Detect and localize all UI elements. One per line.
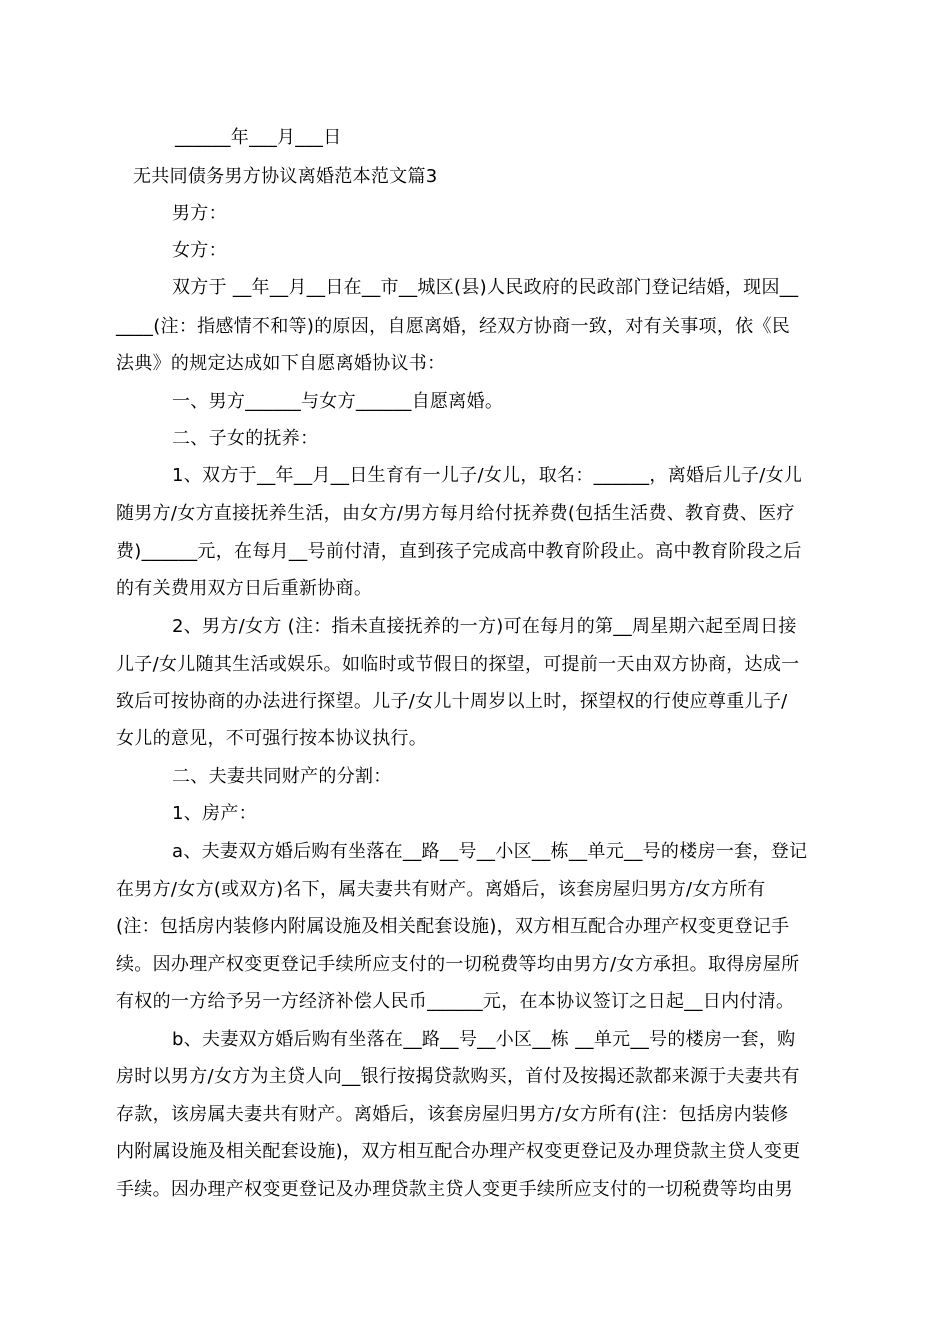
paragraph-line: 房时以男方/女方为主贷人向__银行按揭贷款购买，首付及按揭还款都来源于夫妻共有 — [116, 1066, 800, 1087]
paragraph-line: 在男方/女方(或双方)名下，属夫妻共有财产。离婚后，该套房屋归男方/女方所有 — [116, 879, 766, 900]
paragraph-line: 随男方/女方直接抚养生活，由女方/男方每月给付抚养费(包括生活费、教育费、医疗 — [116, 503, 795, 524]
paragraph-line: 的有关费用双方日后重新协商。 — [116, 578, 373, 599]
paragraph-line: 双方于 __年__月__日在__市__城区(县)人民政府的民政部门登记结婚，现因__ — [172, 277, 799, 298]
paragraph-line: 费)______元，在每月__号前付清，直到孩子完成高中教育阶段止。高中教育阶段之后 — [116, 541, 802, 562]
paragraph-line: 有权的一方给予另一方经济补偿人民币______元，在本协议签订之日起__日内付清。 — [116, 991, 795, 1012]
paragraph-line: 二、夫妻共同财产的分割： — [172, 766, 392, 787]
paragraph-line: b、夫妻双方婚后购有坐落在__路__号__小区__栋 __单元__号的楼房一套，购 — [172, 1029, 796, 1050]
paragraph-line: 续。因办理产权变更登记手续所应支付的一切税费等均由男方/女方承担。取得房屋所 — [116, 954, 800, 975]
paragraph-line: (注：包括房内装修内附属设施及相关配套设施)，双方相互配合办理产权变更登记手 — [116, 916, 790, 937]
paragraph-line: 1、房产： — [172, 803, 257, 824]
paragraph-line: 1、双方于__年__月__日生育有一儿子/女儿，取名：______，离婚后儿子/女儿 — [172, 465, 803, 486]
date-line: ______年___月___日 — [175, 127, 342, 148]
paragraph-line: 内附属设施及相关配套设施)，双方相互配合办理产权变更登记及办理贷款主贷人变更 — [116, 1141, 801, 1162]
paragraph-line: 致后可按协商的办法进行探望。儿子/女儿十周岁以上时，探望权的行使应尊重儿子/ — [116, 691, 788, 712]
paragraph-line: 法典》的规定达成如下自愿离婚协议书： — [116, 353, 446, 374]
paragraph-line: ____(注：指感情不和等)的原因，自愿离婚，经双方协商一致，对有关事项，依《民 — [116, 316, 791, 337]
paragraph-line: 2、男方/女方 (注：指未直接抚养的一方)可在每月的第__周星期六起至周日接 — [172, 616, 797, 637]
paragraph-line: 女儿的意见，不可强行按本协议执行。 — [116, 728, 428, 749]
paragraph-line: 一、男方______与女方______自愿离婚。 — [172, 391, 504, 412]
paragraph-line: 儿子/女儿随其生活或娱乐。如临时或节假日的探望，可提前一天由双方协商，达成一 — [116, 654, 800, 675]
paragraph-line: 女方： — [172, 240, 227, 261]
paragraph-line: a、夫妻双方婚后购有坐落在__路__号__小区__栋__单元__号的楼房一套，登记 — [172, 841, 808, 862]
paragraph-line: 手续。因办理产权变更登记及办理贷款主贷人变更手续所应支付的一切税费等均由男 — [116, 1179, 794, 1200]
paragraph-line: 男方： — [172, 203, 227, 224]
paragraph-line: 存款，该房属夫妻共有财产。离婚后，该套房屋归男方/女方所有(注：包括房内装修 — [116, 1104, 789, 1125]
document-title: 无共同债务男方协议离婚范本范文篇3 — [133, 166, 438, 187]
paragraph-line: 二、子女的抚养： — [172, 428, 319, 449]
